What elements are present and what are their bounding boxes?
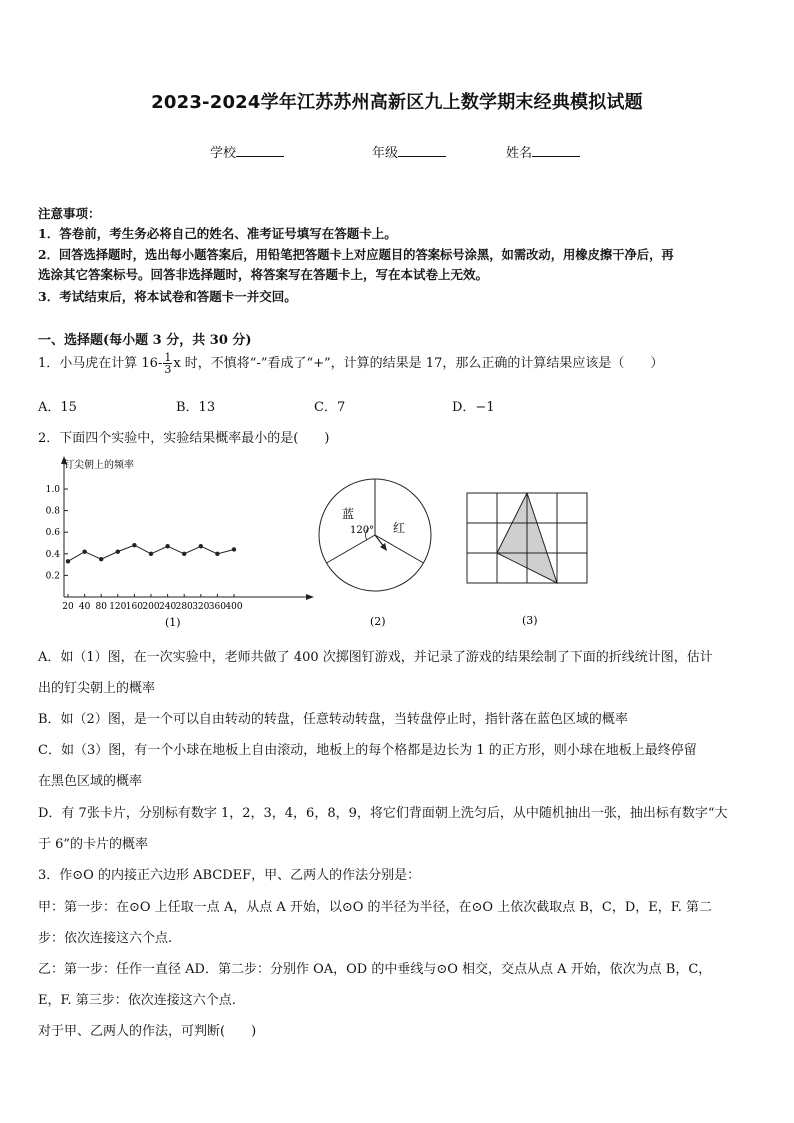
q2-option-a-line2: 出的钉尖朝上的概率 [38, 681, 156, 696]
x-tick-label: 80 [95, 602, 107, 612]
frequency-line-chart [38, 454, 318, 632]
spinner-divider-right [375, 535, 424, 563]
x-tick-label: 400 [225, 602, 243, 612]
spinner-divider-left [327, 535, 376, 563]
x-axis-arrow [306, 594, 314, 600]
x-tick-label: 20 [62, 602, 74, 612]
data-point [165, 544, 169, 548]
note-2b: 选涂其它答案标号。回答非选择题时，将答案写在答题卡上，写在本试卷上无效。 [38, 267, 489, 282]
note-1: 1．答卷前，考生务必将自己的姓名、准考证号填写在答题卡上。 [38, 226, 397, 241]
y-tick-label: 0.8 [45, 506, 60, 517]
q2-option-c-line2: 在黑色区域的概率 [38, 774, 143, 789]
data-point [182, 552, 186, 556]
data-point [132, 543, 136, 547]
data-point [82, 549, 86, 553]
question-3-line4: 乙：第一步：任作一直径 AD．第二步：分别作 OA，OD 的中垂线与⊙O 相交，交点从点 A 开始，依次为点 B，C， [38, 962, 712, 977]
note-3: 3．考试结束后，将本试卷和答题卡一并交回。 [38, 289, 297, 304]
x-tick-label: 160 [125, 602, 143, 612]
question-1 [38, 352, 663, 375]
note-2a: 2．回答选择题时，选出每小题答案后，用铅笔把答题卡上对应题目的答案标号涂黑，如需改动，用橡皮擦干净后，再 [38, 247, 674, 262]
school-field: 学校 [210, 142, 284, 161]
data-point [99, 557, 103, 561]
q1-option-d: D．−1 [452, 400, 495, 415]
question-3-line3: 步：依次连接这六个点. [38, 931, 173, 946]
x-tick-label: 40 [78, 602, 91, 612]
data-point [116, 549, 120, 553]
question-3-line1: 3．作⊙O 的内接正六边形 ABCDEF，甲、乙两人的作法分别是： [38, 868, 421, 883]
data-point [215, 552, 219, 556]
q1-option-a: A．15 [38, 400, 77, 415]
fig2-label: (2) [370, 615, 386, 628]
spinner-figure [318, 478, 436, 636]
q1-post: x 时，不慎将“-”看成了“+”，计算的结果是 17，那么正确的计算结果应该是（ ） [173, 356, 664, 371]
x-tick-label: 240 [159, 602, 177, 612]
grid-lines [467, 493, 587, 583]
angle-label: 120° [350, 525, 375, 536]
question-3-line6: 对于甲、乙两人的作法，可判断( ) [38, 1024, 257, 1039]
q1-option-b: B．13 [176, 400, 216, 415]
page-title: 2023-2024学年江苏苏州高新区九上数学期末经典模拟试题 [151, 92, 643, 113]
x-tick-label: 360 [208, 602, 226, 612]
y-tick-label: 0.4 [45, 549, 60, 560]
x-tick-label: 320 [192, 602, 210, 612]
q1-option-c: C．7 [314, 400, 346, 415]
q1-pre: 1．小马虎在计算 16- [38, 356, 163, 371]
data-point [199, 544, 203, 548]
fig3-label: (3) [522, 614, 538, 627]
red-region-label: 红 [393, 521, 406, 535]
y-tick-label: 0.6 [45, 528, 60, 539]
q2-option-b: B．如（2）图，是一个可以自由转动的转盘，任意转动转盘，当转盘停止时，指针落在蓝色区域的概率 [38, 712, 628, 727]
question-3-line5: E，F. 第三步：依次连接这六个点. [38, 993, 236, 1008]
question-3-line2: 甲：第一步：在⊙O 上任取一点 A，从点 A 开始，以⊙O 的半径为半径，在⊙O 上依次截取点 B，C，D，E，F. 第二 [38, 900, 713, 915]
name-field: 姓名 [506, 142, 580, 161]
q2-option-c-line1: C．如（3）图，有一个小球在地板上自由滚动，地板上的每个格都是边长为 1 的正方形，则小球在地板上最终停留 [38, 743, 697, 758]
blue-region-label: 蓝 [342, 507, 355, 521]
q2-option-d-line1: D．有 7张卡片，分别标有数字 1，2，3，4，6，8，9，将它们背面朝上洗匀后，从中随机抽出一张，抽出标有数字“大 [38, 806, 728, 821]
floor-grid-figure [466, 492, 592, 632]
q2-option-a-line1: A．如（1）图，在一次实验中，老师共做了 400 次掷图钉游戏，并记录了游戏的结果绘制了下面的折线统计图，估计 [38, 650, 713, 665]
x-tick-label: 200 [142, 602, 160, 612]
y-tick-label: 0.2 [45, 571, 60, 582]
question-2-stem: 2．下面四个实验中，实验结果概率最小的是( ) [38, 431, 330, 446]
fraction: $\frac{1}{3}$ [164, 351, 172, 376]
x-tick-label: 280 [175, 602, 193, 612]
chart-ylabel: 钉尖朝上的频率 [64, 460, 134, 471]
pointer-arrowhead [380, 543, 387, 551]
data-point [232, 547, 236, 551]
y-tick-label: 1.0 [45, 485, 60, 495]
x-tick-label: 120 [109, 602, 127, 612]
section-heading: 一、选择题(每小题 3 分，共 30 分) [38, 333, 252, 348]
data-point [149, 552, 153, 556]
notes-heading: 注意事项： [38, 206, 101, 221]
q2-option-d-line2: 于 6”的卡片的概率 [38, 837, 149, 852]
fig1-label: (1) [165, 616, 181, 629]
grade-field: 年级 [372, 142, 446, 161]
data-point [66, 559, 70, 563]
